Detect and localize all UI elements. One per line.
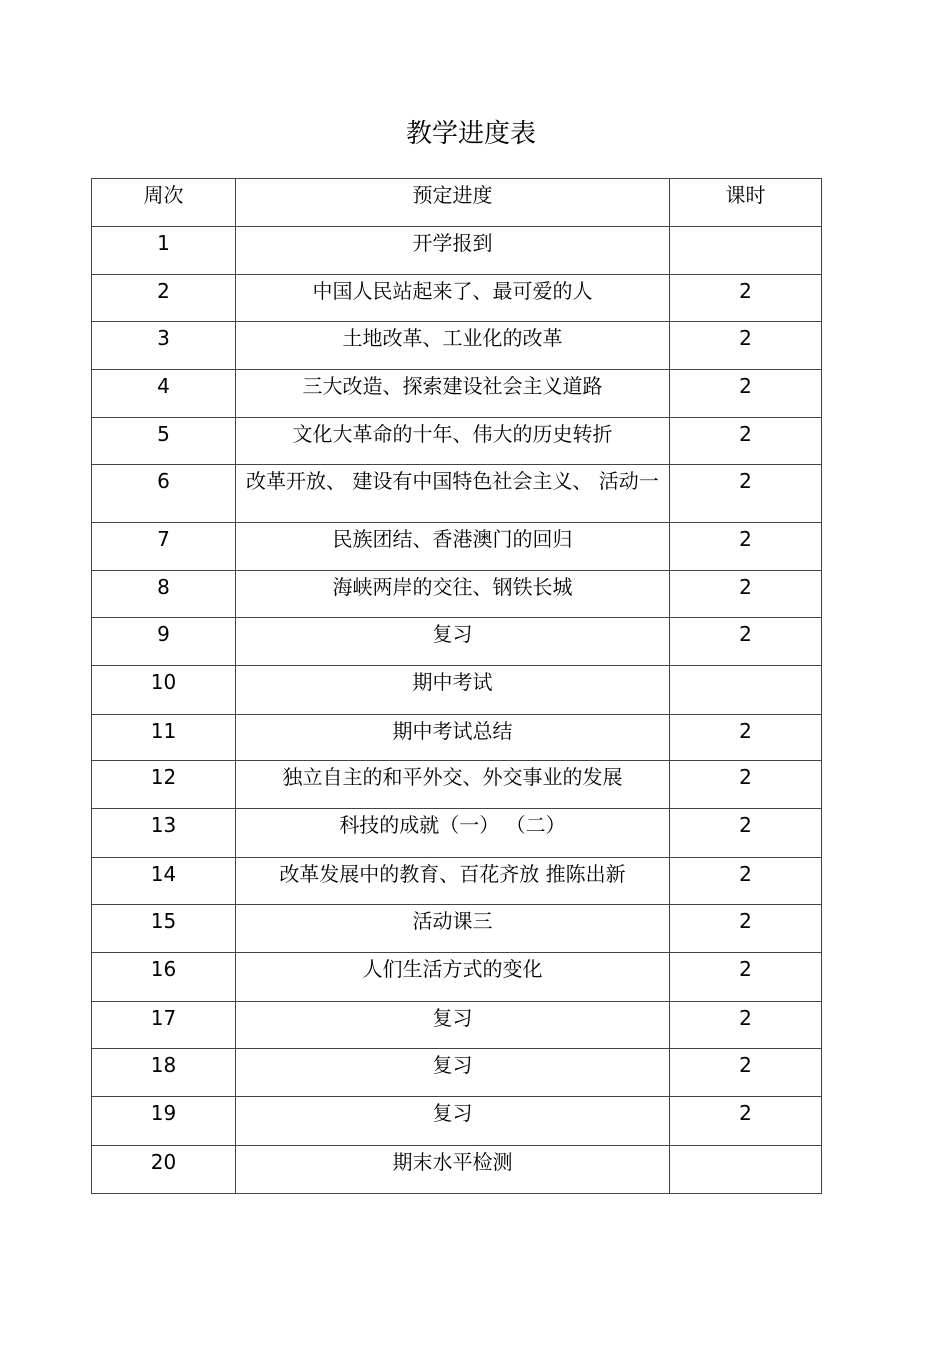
week-number: 12 — [92, 761, 236, 809]
week-number: 15 — [92, 905, 236, 953]
week-number: 13 — [92, 809, 236, 858]
hours-value: 2 — [670, 1002, 822, 1049]
table-header-row — [92, 179, 822, 227]
week-number: 8 — [92, 571, 236, 618]
hours-value: 2 — [670, 275, 822, 322]
plan-text: 期中考试 — [236, 666, 670, 715]
table-row — [92, 715, 822, 761]
table-row — [92, 905, 822, 953]
table-row — [92, 666, 822, 715]
week-number: 2 — [92, 275, 236, 322]
week-number: 14 — [92, 858, 236, 905]
table-row — [92, 322, 822, 370]
table-row — [92, 227, 822, 275]
table-row — [92, 761, 822, 809]
hours-value — [670, 666, 822, 715]
header-plan: 预定进度 — [236, 179, 670, 227]
table-row — [92, 275, 822, 322]
hours-value: 2 — [670, 1097, 822, 1146]
table-row — [92, 1097, 822, 1146]
week-number: 19 — [92, 1097, 236, 1146]
table-row — [92, 418, 822, 465]
header-hours: 课时 — [670, 179, 822, 227]
table-row — [92, 1049, 822, 1097]
hours-value: 2 — [670, 418, 822, 465]
plan-text: 改革开放、 建设有中国特色社会主义、 活动一 — [236, 465, 670, 523]
table-row — [92, 1002, 822, 1049]
plan-text: 期末水平检测 — [236, 1146, 670, 1194]
table-row — [92, 953, 822, 1002]
plan-text: 开学报到 — [236, 227, 670, 275]
week-number: 7 — [92, 523, 236, 571]
week-number: 20 — [92, 1146, 236, 1194]
table-row — [92, 618, 822, 666]
week-number: 17 — [92, 1002, 236, 1049]
hours-value: 2 — [670, 571, 822, 618]
plan-text: 海峡两岸的交往、钢铁长城 — [236, 571, 670, 618]
week-number: 3 — [92, 322, 236, 370]
schedule-table — [91, 178, 822, 1194]
table-row — [92, 370, 822, 418]
plan-text: 人们生活方式的变化 — [236, 953, 670, 1002]
plan-text: 复习 — [236, 1049, 670, 1097]
hours-value: 2 — [670, 905, 822, 953]
header-week: 周次 — [92, 179, 236, 227]
plan-text: 独立自主的和平外交、外交事业的发展 — [236, 761, 670, 809]
table-row — [92, 523, 822, 571]
plan-text: 中国人民站起来了、最可爱的人 — [236, 275, 670, 322]
hours-value: 2 — [670, 715, 822, 761]
hours-value — [670, 1146, 822, 1194]
table-row — [92, 809, 822, 858]
plan-text: 活动课三 — [236, 905, 670, 953]
hours-value: 2 — [670, 523, 822, 571]
week-number: 4 — [92, 370, 236, 418]
hours-value: 2 — [670, 465, 822, 523]
hours-value: 2 — [670, 1049, 822, 1097]
hours-value: 2 — [670, 618, 822, 666]
plan-text: 复习 — [236, 1097, 670, 1146]
hours-value: 2 — [670, 322, 822, 370]
plan-text: 三大改造、探索建设社会主义道路 — [236, 370, 670, 418]
plan-text: 文化大革命的十年、伟大的历史转折 — [236, 418, 670, 465]
plan-text: 科技的成就（一） （二） — [236, 809, 670, 858]
plan-text: 改革发展中的教育、百花齐放 推陈出新 — [236, 858, 670, 905]
hours-value: 2 — [670, 953, 822, 1002]
table-row — [92, 1146, 822, 1194]
week-number: 10 — [92, 666, 236, 715]
hours-value: 2 — [670, 761, 822, 809]
table-row — [92, 571, 822, 618]
week-number: 1 — [92, 227, 236, 275]
hours-value: 2 — [670, 858, 822, 905]
plan-text: 民族团结、香港澳门的回归 — [236, 523, 670, 571]
table-row — [92, 858, 822, 905]
week-number: 11 — [92, 715, 236, 761]
week-number: 6 — [92, 465, 236, 523]
table-row — [92, 465, 822, 523]
plan-text: 复习 — [236, 1002, 670, 1049]
page-title: 教学进度表 — [405, 119, 536, 149]
plan-text: 复习 — [236, 618, 670, 666]
plan-text: 土地改革、工业化的改革 — [236, 322, 670, 370]
hours-value: 2 — [670, 809, 822, 858]
week-number: 9 — [92, 618, 236, 666]
hours-value — [670, 227, 822, 275]
plan-text: 期中考试总结 — [236, 715, 670, 761]
hours-value: 2 — [670, 370, 822, 418]
week-number: 5 — [92, 418, 236, 465]
week-number: 18 — [92, 1049, 236, 1097]
week-number: 16 — [92, 953, 236, 1002]
